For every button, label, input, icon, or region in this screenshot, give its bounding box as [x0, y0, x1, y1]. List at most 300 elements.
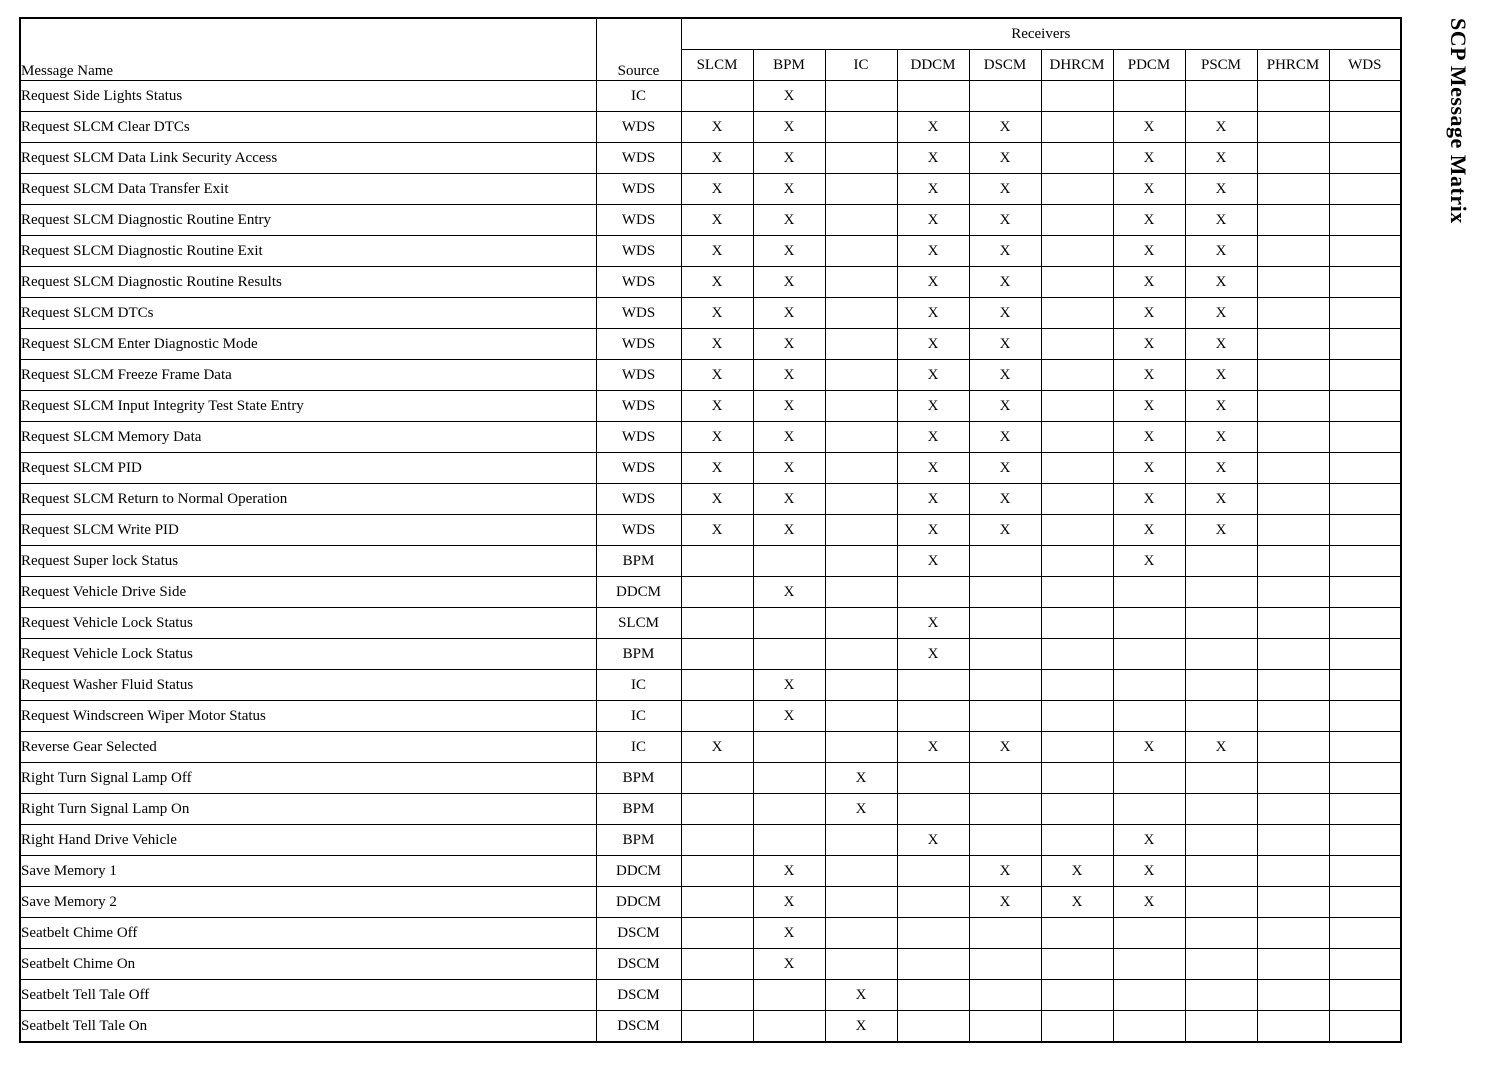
receiver-mark-dhrcm	[1041, 763, 1113, 794]
source-cell: WDS	[596, 453, 681, 484]
receiver-mark-phrcm	[1257, 422, 1329, 453]
receiver-header-dscm: DSCM	[969, 50, 1041, 81]
receiver-mark-phrcm	[1257, 825, 1329, 856]
receiver-mark-pdcm: X	[1113, 236, 1185, 267]
receiver-mark-ddcm: X	[897, 236, 969, 267]
receiver-mark-wds	[1329, 639, 1401, 670]
receiver-mark-ic: X	[825, 763, 897, 794]
receiver-mark-ddcm: X	[897, 267, 969, 298]
receiver-mark-pdcm	[1113, 1011, 1185, 1043]
table-row	[20, 670, 1401, 701]
receiver-mark-dscm: X	[969, 267, 1041, 298]
receiver-mark-wds	[1329, 205, 1401, 236]
receiver-mark-dscm: X	[969, 174, 1041, 205]
receiver-mark-ic	[825, 949, 897, 980]
receiver-mark-dscm	[969, 949, 1041, 980]
receiver-mark-pdcm: X	[1113, 732, 1185, 763]
receiver-mark-ddcm: X	[897, 205, 969, 236]
table-row	[20, 298, 1401, 329]
table-row	[20, 267, 1401, 298]
receiver-mark-wds	[1329, 701, 1401, 732]
source-cell: IC	[596, 81, 681, 112]
source-cell: DDCM	[596, 577, 681, 608]
receiver-mark-ddcm: X	[897, 112, 969, 143]
receiver-mark-dscm: X	[969, 732, 1041, 763]
table-row	[20, 701, 1401, 732]
table-row	[20, 980, 1401, 1011]
receiver-mark-dhrcm	[1041, 732, 1113, 763]
receiver-mark-bpm: X	[753, 670, 825, 701]
receiver-mark-dscm	[969, 1011, 1041, 1043]
receiver-mark-ddcm: X	[897, 329, 969, 360]
receiver-mark-pdcm: X	[1113, 298, 1185, 329]
receiver-mark-bpm: X	[753, 391, 825, 422]
receiver-mark-slcm: X	[681, 422, 753, 453]
receiver-mark-slcm: X	[681, 515, 753, 546]
receiver-mark-slcm	[681, 670, 753, 701]
receiver-mark-slcm: X	[681, 484, 753, 515]
receiver-mark-ddcm: X	[897, 174, 969, 205]
message-name-cell: Save Memory 2	[20, 887, 596, 918]
message-name-cell: Request SLCM DTCs	[20, 298, 596, 329]
receiver-mark-dhrcm	[1041, 546, 1113, 577]
receiver-mark-phrcm	[1257, 360, 1329, 391]
receiver-mark-dscm: X	[969, 391, 1041, 422]
source-cell: WDS	[596, 422, 681, 453]
table-row	[20, 391, 1401, 422]
receiver-mark-pdcm: X	[1113, 856, 1185, 887]
receiver-mark-slcm: X	[681, 298, 753, 329]
receiver-mark-pdcm: X	[1113, 453, 1185, 484]
receiver-mark-dscm	[969, 81, 1041, 112]
receiver-mark-ddcm: X	[897, 825, 969, 856]
receiver-mark-ddcm: X	[897, 453, 969, 484]
table-row	[20, 639, 1401, 670]
receiver-mark-ddcm: X	[897, 360, 969, 391]
receiver-mark-pscm	[1185, 794, 1257, 825]
table-row	[20, 329, 1401, 360]
table-row	[20, 360, 1401, 391]
receiver-mark-dhrcm	[1041, 112, 1113, 143]
source-cell: WDS	[596, 391, 681, 422]
receiver-mark-pdcm	[1113, 701, 1185, 732]
source-cell: DSCM	[596, 949, 681, 980]
receiver-mark-ddcm	[897, 794, 969, 825]
source-cell: WDS	[596, 329, 681, 360]
receiver-mark-dscm	[969, 670, 1041, 701]
receiver-mark-bpm: X	[753, 81, 825, 112]
source-cell: DSCM	[596, 1011, 681, 1043]
receiver-mark-dscm	[969, 980, 1041, 1011]
source-cell: DDCM	[596, 856, 681, 887]
table-row	[20, 484, 1401, 515]
receiver-mark-slcm: X	[681, 236, 753, 267]
source-cell: WDS	[596, 484, 681, 515]
receiver-mark-slcm: X	[681, 205, 753, 236]
source-header: Source	[596, 18, 681, 81]
receiver-mark-dscm: X	[969, 143, 1041, 174]
receiver-mark-slcm	[681, 794, 753, 825]
receiver-mark-ddcm: X	[897, 422, 969, 453]
receiver-mark-slcm	[681, 763, 753, 794]
receiver-mark-ddcm	[897, 887, 969, 918]
receiver-mark-pdcm: X	[1113, 205, 1185, 236]
receiver-mark-slcm	[681, 949, 753, 980]
receiver-mark-dscm	[969, 639, 1041, 670]
receiver-mark-pscm	[1185, 825, 1257, 856]
receiver-mark-dhrcm	[1041, 794, 1113, 825]
receiver-mark-bpm: X	[753, 236, 825, 267]
receiver-mark-phrcm	[1257, 856, 1329, 887]
receiver-mark-pdcm: X	[1113, 174, 1185, 205]
receiver-mark-ddcm	[897, 949, 969, 980]
receiver-mark-pscm	[1185, 918, 1257, 949]
message-name-cell: Right Hand Drive Vehicle	[20, 825, 596, 856]
source-cell: IC	[596, 701, 681, 732]
receiver-mark-ddcm: X	[897, 143, 969, 174]
receiver-mark-dscm: X	[969, 422, 1041, 453]
receiver-mark-phrcm	[1257, 670, 1329, 701]
receiver-mark-pscm: X	[1185, 143, 1257, 174]
receiver-mark-dhrcm	[1041, 174, 1113, 205]
receiver-mark-pscm	[1185, 1011, 1257, 1043]
receiver-mark-pscm	[1185, 949, 1257, 980]
receiver-mark-ic	[825, 856, 897, 887]
receiver-mark-dhrcm	[1041, 825, 1113, 856]
receiver-mark-phrcm	[1257, 577, 1329, 608]
receiver-mark-ic	[825, 608, 897, 639]
table-row	[20, 81, 1401, 112]
receiver-mark-phrcm	[1257, 236, 1329, 267]
receiver-mark-dhrcm	[1041, 577, 1113, 608]
receiver-mark-pscm: X	[1185, 360, 1257, 391]
receiver-mark-pscm: X	[1185, 267, 1257, 298]
receiver-mark-dhrcm	[1041, 670, 1113, 701]
receiver-mark-bpm: X	[753, 484, 825, 515]
table-row	[20, 422, 1401, 453]
receiver-mark-dhrcm	[1041, 329, 1113, 360]
receiver-mark-ic: X	[825, 980, 897, 1011]
receiver-mark-ddcm	[897, 856, 969, 887]
receiver-mark-slcm: X	[681, 391, 753, 422]
receiver-mark-pscm: X	[1185, 236, 1257, 267]
message-name-cell: Request SLCM Diagnostic Routine Results	[20, 267, 596, 298]
receiver-mark-pscm	[1185, 670, 1257, 701]
receiver-mark-bpm: X	[753, 360, 825, 391]
source-cell: WDS	[596, 298, 681, 329]
receiver-header-ddcm: DDCM	[897, 50, 969, 81]
receiver-mark-pscm: X	[1185, 391, 1257, 422]
receiver-mark-slcm	[681, 81, 753, 112]
receiver-mark-bpm: X	[753, 143, 825, 174]
receiver-mark-pdcm	[1113, 980, 1185, 1011]
receiver-mark-pdcm: X	[1113, 267, 1185, 298]
receiver-mark-ic	[825, 360, 897, 391]
receiver-mark-ic	[825, 670, 897, 701]
receiver-mark-phrcm	[1257, 546, 1329, 577]
table-row	[20, 794, 1401, 825]
receiver-mark-pdcm: X	[1113, 112, 1185, 143]
table-row	[20, 1011, 1401, 1043]
table-row	[20, 143, 1401, 174]
source-cell: WDS	[596, 205, 681, 236]
receiver-mark-pscm: X	[1185, 515, 1257, 546]
receiver-mark-wds	[1329, 732, 1401, 763]
receiver-mark-dscm: X	[969, 298, 1041, 329]
receiver-mark-bpm: X	[753, 856, 825, 887]
receiver-mark-dscm	[969, 546, 1041, 577]
receiver-mark-phrcm	[1257, 298, 1329, 329]
receiver-mark-dscm: X	[969, 112, 1041, 143]
page-side-title: SCP Message Matrix	[1446, 18, 1471, 224]
receiver-mark-pscm: X	[1185, 205, 1257, 236]
receiver-mark-bpm	[753, 732, 825, 763]
source-cell: BPM	[596, 546, 681, 577]
receiver-mark-pscm: X	[1185, 732, 1257, 763]
receiver-header-phrcm: PHRCM	[1257, 50, 1329, 81]
receiver-mark-slcm: X	[681, 360, 753, 391]
table-row	[20, 887, 1401, 918]
receiver-mark-pdcm	[1113, 949, 1185, 980]
receiver-header-bpm: BPM	[753, 50, 825, 81]
message-name-cell: Request SLCM Data Transfer Exit	[20, 174, 596, 205]
receiver-mark-pscm: X	[1185, 422, 1257, 453]
message-name-cell: Seatbelt Tell Tale On	[20, 1011, 596, 1043]
receiver-mark-phrcm	[1257, 515, 1329, 546]
source-cell: BPM	[596, 639, 681, 670]
receiver-mark-ic	[825, 143, 897, 174]
receiver-mark-ddcm: X	[897, 732, 969, 763]
receiver-mark-ic	[825, 174, 897, 205]
header-row-top	[20, 18, 1401, 50]
receiver-mark-ic	[825, 484, 897, 515]
receiver-mark-ddcm: X	[897, 484, 969, 515]
receiver-mark-phrcm	[1257, 732, 1329, 763]
table-row	[20, 918, 1401, 949]
receiver-mark-ic: X	[825, 794, 897, 825]
table-row	[20, 236, 1401, 267]
message-name-cell: Request SLCM Data Link Security Access	[20, 143, 596, 174]
receiver-mark-ddcm	[897, 701, 969, 732]
receiver-mark-wds	[1329, 577, 1401, 608]
receiver-mark-ic	[825, 81, 897, 112]
source-cell: WDS	[596, 267, 681, 298]
receiver-mark-bpm	[753, 825, 825, 856]
receiver-mark-dhrcm	[1041, 639, 1113, 670]
receiver-mark-wds	[1329, 794, 1401, 825]
receiver-mark-pdcm	[1113, 918, 1185, 949]
receiver-mark-dscm	[969, 608, 1041, 639]
receiver-mark-phrcm	[1257, 143, 1329, 174]
receiver-mark-phrcm	[1257, 81, 1329, 112]
receiver-mark-pdcm	[1113, 763, 1185, 794]
receiver-mark-wds	[1329, 81, 1401, 112]
receiver-mark-pdcm	[1113, 608, 1185, 639]
receiver-mark-pscm	[1185, 577, 1257, 608]
source-cell: BPM	[596, 825, 681, 856]
receiver-mark-dscm: X	[969, 453, 1041, 484]
source-cell: IC	[596, 732, 681, 763]
receiver-mark-dscm: X	[969, 236, 1041, 267]
receiver-mark-ic: X	[825, 1011, 897, 1043]
receiver-mark-wds	[1329, 515, 1401, 546]
message-name-cell: Request SLCM Freeze Frame Data	[20, 360, 596, 391]
message-name-cell: Request SLCM PID	[20, 453, 596, 484]
receiver-mark-ic	[825, 298, 897, 329]
receiver-mark-bpm: X	[753, 577, 825, 608]
receiver-mark-wds	[1329, 546, 1401, 577]
receiver-mark-ic	[825, 515, 897, 546]
source-cell: WDS	[596, 174, 681, 205]
receiver-mark-dscm: X	[969, 360, 1041, 391]
receiver-mark-ic	[825, 329, 897, 360]
receiver-mark-wds	[1329, 298, 1401, 329]
receiver-mark-ic	[825, 112, 897, 143]
receiver-mark-ic	[825, 701, 897, 732]
receiver-mark-phrcm	[1257, 484, 1329, 515]
receiver-mark-bpm	[753, 763, 825, 794]
receiver-mark-bpm: X	[753, 174, 825, 205]
receiver-mark-pscm: X	[1185, 112, 1257, 143]
source-cell: SLCM	[596, 608, 681, 639]
source-cell: DDCM	[596, 887, 681, 918]
message-name-cell: Seatbelt Chime Off	[20, 918, 596, 949]
receiver-mark-dhrcm	[1041, 360, 1113, 391]
table-row	[20, 825, 1401, 856]
receiver-mark-bpm: X	[753, 701, 825, 732]
receiver-mark-dhrcm	[1041, 949, 1113, 980]
receiver-mark-dscm: X	[969, 329, 1041, 360]
receiver-mark-pdcm: X	[1113, 484, 1185, 515]
message-name-cell: Request SLCM Memory Data	[20, 422, 596, 453]
receiver-mark-dhrcm: X	[1041, 856, 1113, 887]
message-name-cell: Request SLCM Diagnostic Routine Exit	[20, 236, 596, 267]
receiver-mark-pdcm: X	[1113, 391, 1185, 422]
receiver-mark-slcm: X	[681, 453, 753, 484]
receiver-mark-wds	[1329, 980, 1401, 1011]
receiver-mark-wds	[1329, 949, 1401, 980]
source-cell: WDS	[596, 515, 681, 546]
receiver-mark-dhrcm	[1041, 1011, 1113, 1043]
receiver-mark-ic	[825, 236, 897, 267]
message-name-cell: Request SLCM Enter Diagnostic Mode	[20, 329, 596, 360]
receiver-mark-phrcm	[1257, 608, 1329, 639]
receiver-mark-slcm: X	[681, 143, 753, 174]
receiver-mark-pdcm	[1113, 577, 1185, 608]
receiver-mark-dhrcm	[1041, 205, 1113, 236]
receiver-mark-bpm: X	[753, 112, 825, 143]
receiver-mark-ic	[825, 422, 897, 453]
receiver-mark-bpm: X	[753, 422, 825, 453]
receiver-header-dhrcm: DHRCM	[1041, 50, 1113, 81]
receiver-mark-wds	[1329, 484, 1401, 515]
receiver-mark-slcm	[681, 546, 753, 577]
receiver-header-pdcm: PDCM	[1113, 50, 1185, 81]
receiver-mark-phrcm	[1257, 918, 1329, 949]
receiver-mark-ddcm	[897, 1011, 969, 1043]
source-cell: WDS	[596, 143, 681, 174]
message-name-cell: Request Vehicle Lock Status	[20, 608, 596, 639]
receiver-mark-pscm	[1185, 856, 1257, 887]
receiver-mark-dscm	[969, 825, 1041, 856]
message-matrix-table	[19, 17, 1402, 1043]
receiver-mark-pdcm: X	[1113, 329, 1185, 360]
receiver-mark-wds	[1329, 329, 1401, 360]
receiver-mark-ic	[825, 267, 897, 298]
source-cell: WDS	[596, 236, 681, 267]
receiver-mark-pdcm: X	[1113, 360, 1185, 391]
receiver-mark-pdcm: X	[1113, 143, 1185, 174]
receiver-mark-pscm	[1185, 887, 1257, 918]
receiver-mark-pdcm	[1113, 81, 1185, 112]
receiver-mark-ddcm: X	[897, 298, 969, 329]
message-name-cell: Save Memory 1	[20, 856, 596, 887]
receiver-header-ic: IC	[825, 50, 897, 81]
receiver-mark-bpm: X	[753, 453, 825, 484]
receiver-mark-pscm: X	[1185, 484, 1257, 515]
table-row	[20, 174, 1401, 205]
message-name-cell: Seatbelt Tell Tale Off	[20, 980, 596, 1011]
receiver-mark-bpm	[753, 1011, 825, 1043]
table-row	[20, 763, 1401, 794]
receiver-mark-wds	[1329, 391, 1401, 422]
receiver-header-pscm: PSCM	[1185, 50, 1257, 81]
receiver-mark-dscm	[969, 701, 1041, 732]
receiver-mark-dhrcm	[1041, 298, 1113, 329]
receiver-mark-dscm: X	[969, 484, 1041, 515]
receiver-mark-phrcm	[1257, 1011, 1329, 1043]
receiver-mark-bpm: X	[753, 298, 825, 329]
receivers-header: Receivers	[681, 18, 1401, 50]
message-name-header: Message Name	[20, 18, 596, 81]
receiver-mark-slcm	[681, 856, 753, 887]
receiver-mark-ic	[825, 887, 897, 918]
receiver-mark-ddcm	[897, 918, 969, 949]
source-cell: WDS	[596, 112, 681, 143]
receiver-mark-phrcm	[1257, 980, 1329, 1011]
receiver-mark-pscm	[1185, 639, 1257, 670]
receiver-mark-pscm	[1185, 608, 1257, 639]
table-row	[20, 577, 1401, 608]
receiver-mark-dscm: X	[969, 205, 1041, 236]
receiver-mark-dhrcm: X	[1041, 887, 1113, 918]
receiver-mark-ddcm	[897, 980, 969, 1011]
receiver-mark-slcm	[681, 577, 753, 608]
receiver-mark-phrcm	[1257, 329, 1329, 360]
receiver-mark-bpm: X	[753, 267, 825, 298]
message-name-cell: Right Turn Signal Lamp Off	[20, 763, 596, 794]
receiver-mark-slcm	[681, 980, 753, 1011]
receiver-mark-pscm	[1185, 980, 1257, 1011]
receiver-mark-ic	[825, 391, 897, 422]
source-cell: WDS	[596, 360, 681, 391]
receiver-mark-ddcm	[897, 577, 969, 608]
receiver-mark-pdcm: X	[1113, 825, 1185, 856]
table-row	[20, 949, 1401, 980]
receiver-mark-dhrcm	[1041, 422, 1113, 453]
receiver-mark-ddcm: X	[897, 515, 969, 546]
receiver-mark-bpm: X	[753, 887, 825, 918]
receiver-mark-dscm: X	[969, 856, 1041, 887]
receiver-mark-pdcm: X	[1113, 515, 1185, 546]
receiver-mark-bpm: X	[753, 949, 825, 980]
receiver-mark-dhrcm	[1041, 81, 1113, 112]
receiver-mark-ddcm	[897, 670, 969, 701]
receiver-mark-bpm	[753, 794, 825, 825]
receiver-mark-dhrcm	[1041, 236, 1113, 267]
source-cell: DSCM	[596, 918, 681, 949]
receiver-mark-wds	[1329, 825, 1401, 856]
